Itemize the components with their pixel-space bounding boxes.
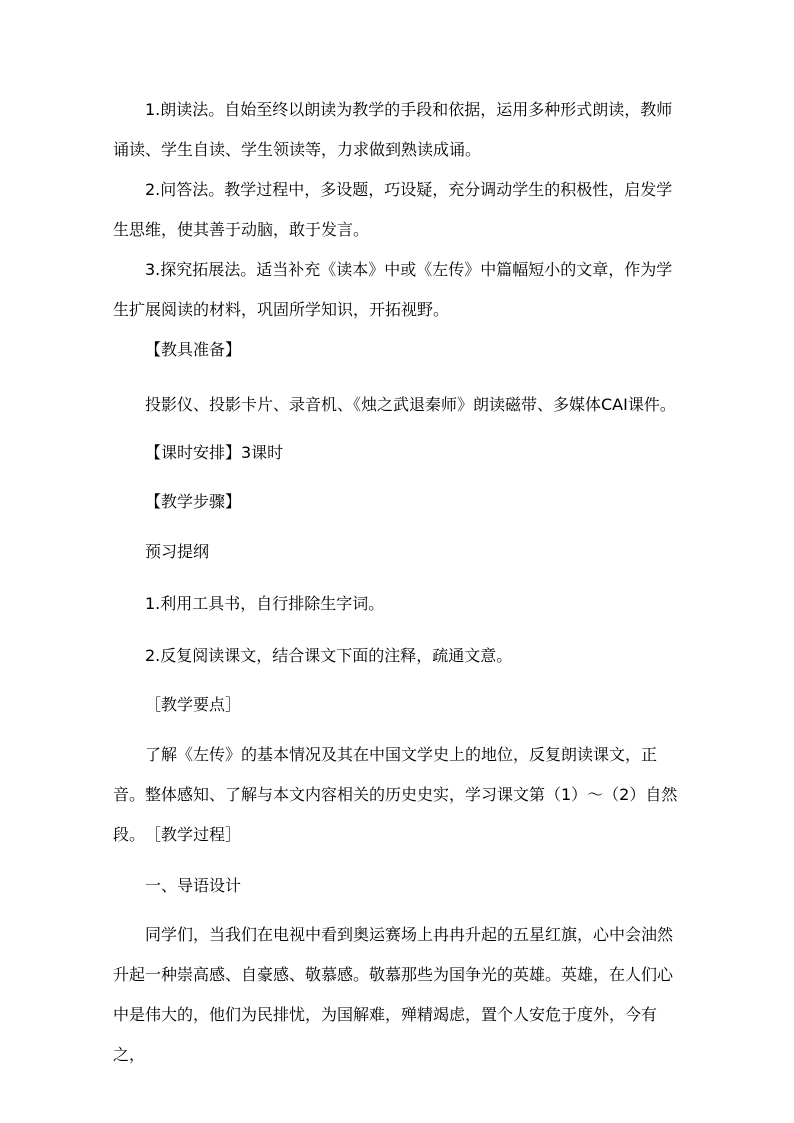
paragraph-method-qa: 2.问答法。教学过程中，多设题，巧设疑，充分调动学生的积极性，启发学生思维，使其善于动脑，敢于发言。: [113, 180, 673, 239]
heading-teaching-process: ［教学过程］: [145, 825, 242, 844]
paragraph-preview-2: 2.反复阅读课文，结合课文下面的注释，疏通文意。: [145, 646, 513, 665]
paragraph-preview-1: 1.利用工具书，自行排除生字词。: [145, 594, 385, 613]
paragraph-method-explore: 3.探究拓展法。适当补充《读本》中或《左传》中篇幅短小的文章，作为学生扩展阅读的材料，巩固所学知识，开拓视野。: [113, 260, 673, 319]
heading-teaching-points: ［教学要点］: [145, 695, 242, 714]
heading-preview-outline: 预习提纲: [145, 542, 210, 561]
heading-schedule: 【课时安排】3课时: [145, 443, 284, 462]
paragraph-teaching-aids: 投影仪、投影卡片、录音机、《烛之武退秦师》朗读磁带、多媒体CAI课件。: [145, 395, 676, 414]
paragraph-teaching-points: 了解《左传》的基本情况及其在中国文学史上的地位，反复朗读课文，正音。整体感知、了解与本文内容相关的历史史实，学习课文第（1）～（2）自然段。: [113, 745, 678, 844]
heading-intro-design: 一、导语设计: [145, 876, 242, 895]
paragraph-method-reading: 1.朗读法。自始至终以朗读为教学的手段和依据，运用多种形式朗读，教师诵读、学生自读、学生领读等，力求做到熟读成诵。: [113, 100, 673, 159]
paragraph-intro-text: 同学们，当我们在电视中看到奥运赛场上冉冉升起的五星红旗，心中会油然升起一种崇高感、自豪感、敬慕感。敬慕那些为国争光的英雄。英雄，在人们心中是伟大的，他们为民排忧，为国解难，殚精竭虑，置个人安危于度外，今有之，: [113, 925, 674, 1064]
heading-teaching-steps: 【教学步骤】: [145, 492, 242, 511]
heading-teaching-aids: 【教具准备】: [145, 340, 242, 359]
